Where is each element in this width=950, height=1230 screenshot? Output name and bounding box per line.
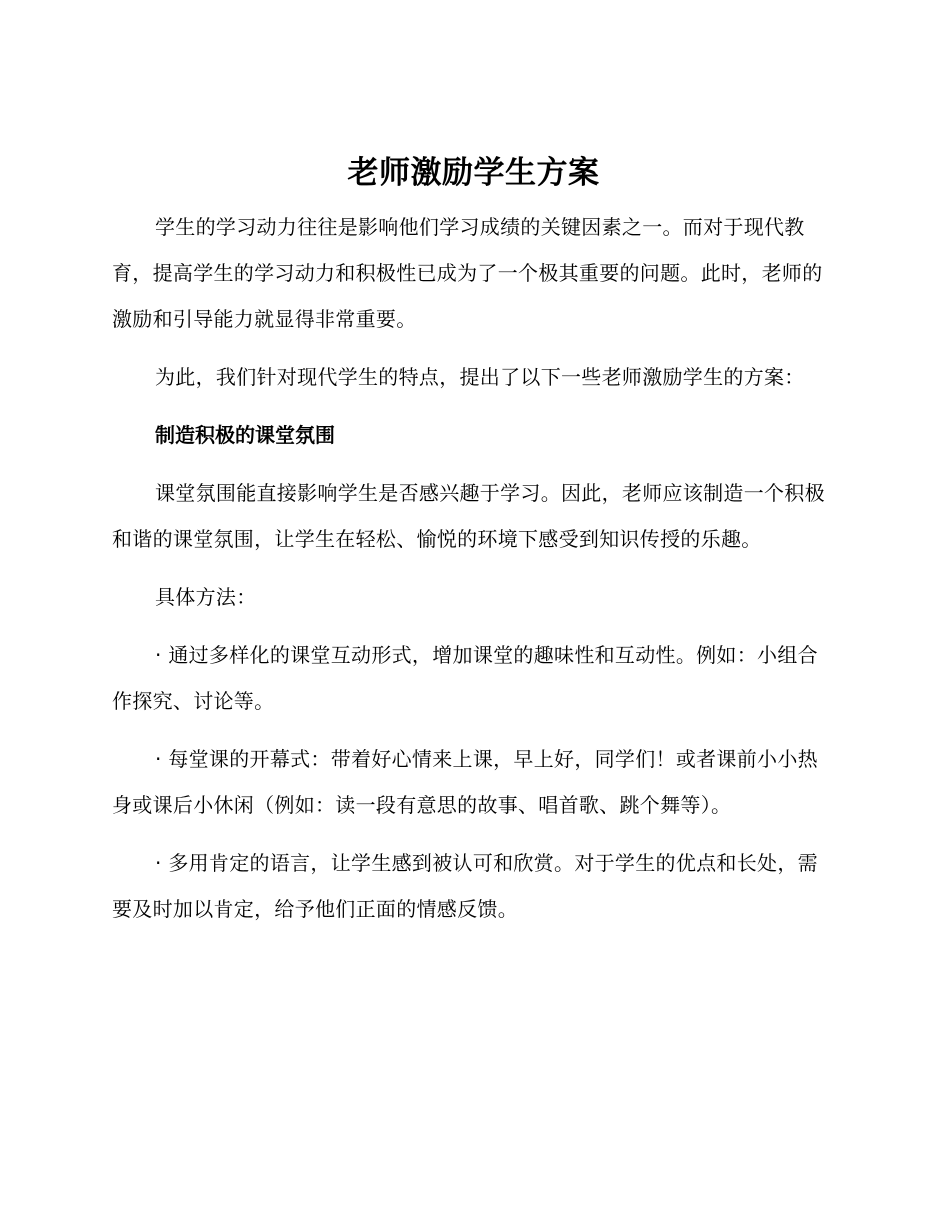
bullet-item-interaction: · 通过多样化的课堂互动形式，增加课堂的趣味性和互动性。例如：小组合作探究、讨论等。 (112, 643, 818, 713)
bullet-item-opening: · 每堂课的开幕式：带着好心情来上课，早上好，同学们！或者课前小小热身或课后小休闲（例如：读一段有意思的故事、唱首歌、跳个舞等）。 (112, 747, 818, 817)
section-heading: 制造积极的课堂氛围 (155, 423, 335, 447)
paragraph-atmosphere: 课堂氛围能直接影响学生是否感兴趣于学习。因此，老师应该制造一个积极和谐的课堂氛围，让学生在轻松、愉悦的环境下感受到知识传授的乐趣。 (112, 481, 825, 551)
paragraph-intro: 学生的学习动力往往是影响他们学习成绩的关键因素之一。而对于现代教育，提高学生的学习动力和积极性已成为了一个极其重要的问题。此时，老师的激励和引导能力就显得非常重要。 (112, 215, 823, 331)
document-title: 老师激励学生方案 (347, 155, 600, 191)
bullet-item-praise: · 多用肯定的语言，让学生感到被认可和欣赏。对于学生的优点和长处，需要及时加以肯定，给予他们正面的情感反馈。 (112, 851, 818, 921)
paragraph-methods-label: 具体方法： (155, 585, 257, 609)
paragraph-proposal: 为此，我们针对现代学生的特点，提出了以下一些老师激励学生的方案： (155, 365, 805, 389)
